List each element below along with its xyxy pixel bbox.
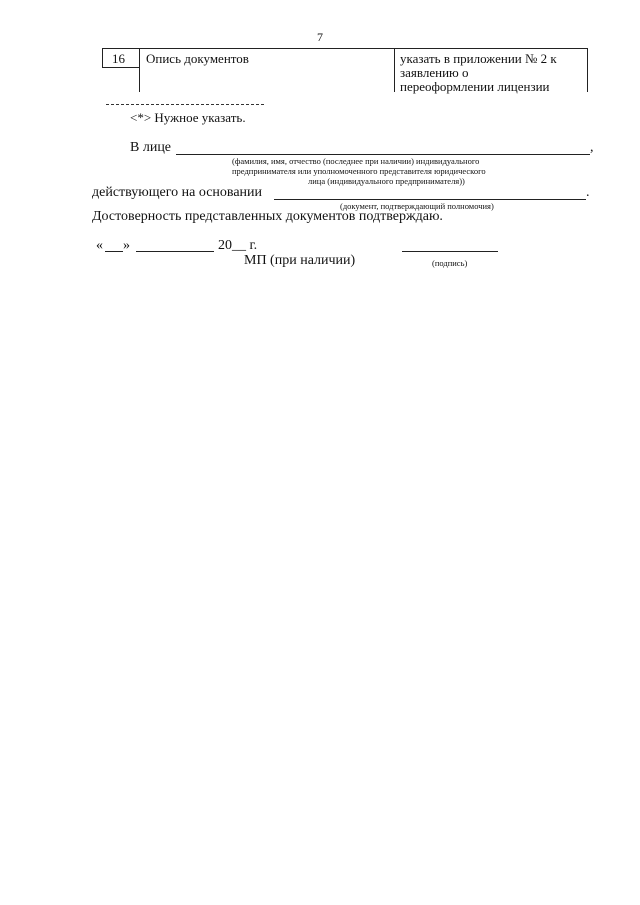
table-cell-note-line-3: переоформлении лицензии xyxy=(400,79,550,94)
date-close-quote: » xyxy=(123,238,130,253)
basis-blank-line xyxy=(274,199,586,200)
basis-caption: (документ, подтверждающий полномочия) xyxy=(340,201,494,211)
in-person-label: В лице xyxy=(130,140,172,155)
basis-label: действующего на основании xyxy=(92,185,263,200)
signature-caption: (подпись) xyxy=(432,258,468,268)
date-month-blank xyxy=(136,251,214,252)
signature-blank-line xyxy=(402,251,498,252)
table-cell-name: Опись документов xyxy=(146,51,249,66)
in-person-caption-line-1: (фамилия, имя, отчество (последнее при наличии) индивидуального xyxy=(232,156,480,166)
basis-end-period: . xyxy=(586,185,590,200)
table-border-top xyxy=(102,48,588,49)
documents-table xyxy=(102,48,588,92)
in-person-blank-line xyxy=(176,154,590,155)
table-border-left xyxy=(102,48,103,67)
date-year: 20__ г. xyxy=(218,238,258,253)
table-divider-1 xyxy=(139,48,140,92)
table-cell-note-line-2: заявлению о xyxy=(400,65,469,80)
page-number: 7 xyxy=(317,30,323,44)
table-cell-number: 16 xyxy=(112,51,125,66)
date-open-quote: « xyxy=(96,238,103,253)
confirmation-text: Достоверность представленных документов подтверждаю. xyxy=(92,209,443,224)
table-divider-2 xyxy=(394,48,395,92)
in-person-caption-line-2: предпринимателя или уполномоченного представителя юридического xyxy=(232,166,486,176)
stamp-label: МП (при наличии) xyxy=(244,253,356,268)
in-person-caption-line-3: лица (индивидуального предпринимателя)) xyxy=(308,176,465,186)
date-day-blank xyxy=(105,251,123,252)
table-border-right xyxy=(587,48,588,92)
table-num-cell-bottom xyxy=(102,67,139,68)
in-person-end-comma: , xyxy=(590,140,594,155)
footnote-text: <*> Нужное указать. xyxy=(130,110,246,125)
table-cell-note-line-1: указать в приложении № 2 к xyxy=(400,51,557,66)
footnote-rule xyxy=(106,104,264,105)
